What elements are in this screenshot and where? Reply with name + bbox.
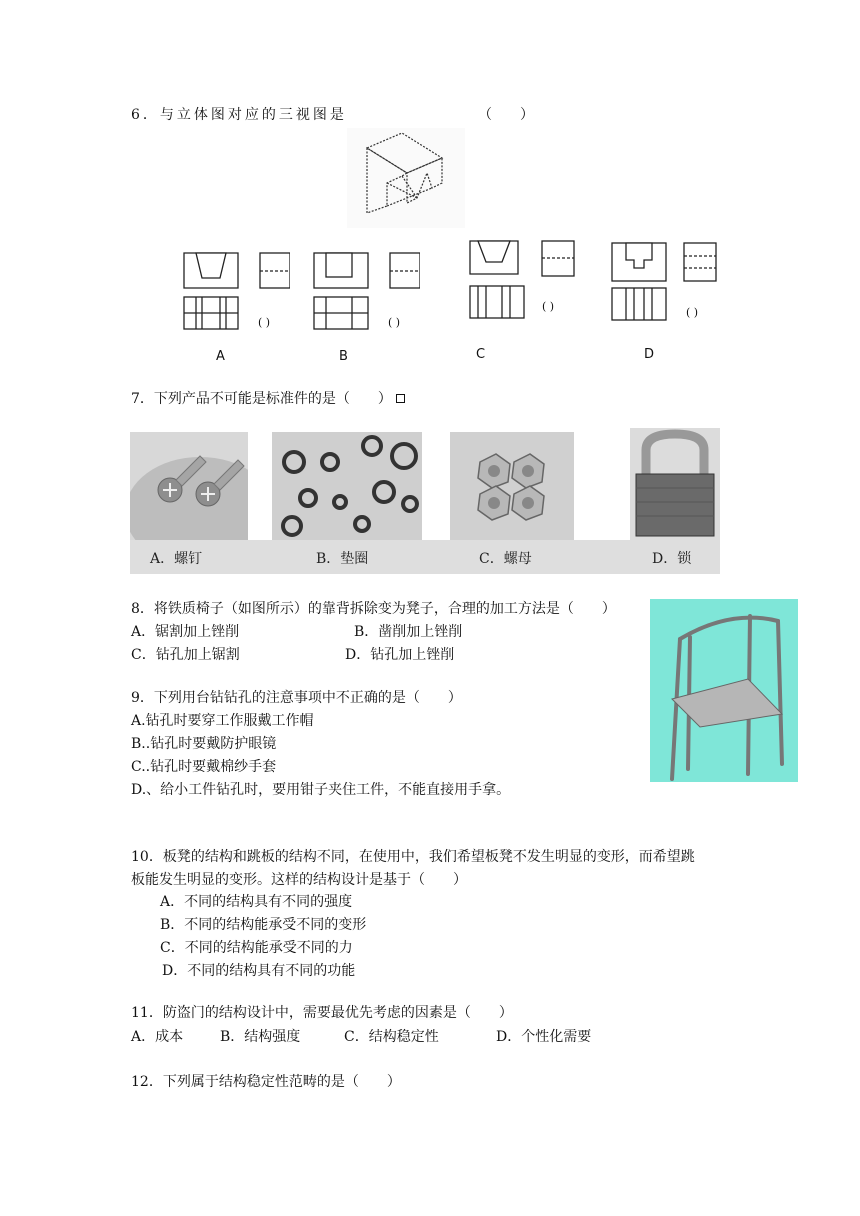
q6-option-b-mark: ( )	[388, 316, 401, 329]
q12-stem: 12．下列属于结构稳定性范畴的是（ ）	[131, 1074, 401, 1090]
screw-caption: A．螺钉	[150, 551, 203, 567]
lock-photo[interactable]	[630, 428, 720, 540]
q10-stem-line2: 板能发生明显的变形。这样的结构设计是基于（ ）	[131, 872, 467, 888]
q9-option-a[interactable]: A.钻孔时要穿工作服戴工作帽	[131, 713, 314, 729]
q6-option-c-label: C	[476, 347, 486, 362]
washer-photo[interactable]	[272, 432, 422, 540]
q6-stem: 6．与立体图对应的三视图是	[131, 107, 347, 123]
q9-option-b[interactable]: B..钻孔时要戴防护眼镜	[131, 736, 277, 752]
q10-option-b[interactable]: B．不同的结构能承受不同的变形	[160, 917, 367, 933]
q8-option-d[interactable]: D．钻孔加上锉削	[345, 647, 455, 663]
q6-solid-figure	[347, 128, 465, 228]
washer-caption: B．垫圈	[316, 551, 369, 567]
q8-option-a[interactable]: A．锯割加上锉削	[131, 624, 240, 640]
checkbox-icon	[396, 394, 405, 403]
q11-option-d[interactable]: D．个性化需要	[496, 1029, 592, 1045]
nut-photo[interactable]	[450, 432, 574, 540]
q9-stem: 9．下列用台钻钻孔的注意事项中不正确的是（ ）	[131, 690, 462, 706]
q11-option-a[interactable]: A．成本	[131, 1029, 184, 1045]
chair-figure	[650, 599, 798, 782]
q10-option-a[interactable]: A．不同的结构具有不同的强度	[160, 894, 353, 910]
q8-stem: 8．将铁质椅子（如图所示）的靠背拆除变为凳子，合理的加工方法是（ ）	[131, 601, 616, 617]
q8-option-c[interactable]: C．钻孔加上锯割	[131, 647, 240, 663]
nut-caption: C．螺母	[479, 551, 532, 567]
q6-option-c-views[interactable]	[466, 238, 578, 322]
q7-stem-text: 7．下列产品不可能是标准件的是（ ）	[131, 391, 392, 407]
q10-option-d[interactable]: D．不同的结构具有不同的功能	[162, 963, 356, 979]
q11-option-c[interactable]: C．结构稳定性	[344, 1029, 439, 1045]
q10-stem-line1: 10．板凳的结构和跳板的结构不同，在使用中，我们希望板凳不发生明显的变形，而希望跳	[131, 849, 695, 865]
lock-caption: D．锁	[652, 551, 692, 567]
q9-option-c[interactable]: C..钻孔时要戴棉纱手套	[131, 759, 277, 775]
q6-option-d-label: D	[644, 347, 655, 362]
q6-option-b-views[interactable]	[310, 250, 420, 334]
q9-option-d[interactable]: D.、给小工件钻孔时，要用钳子夹住工件，不能直接用手拿。	[131, 782, 511, 798]
caption-strip	[130, 540, 720, 574]
q10-option-c[interactable]: C．不同的结构能承受不同的力	[160, 940, 353, 956]
q6-option-c-mark: ( )	[542, 300, 555, 313]
q6-answer-paren: （ ）	[478, 107, 534, 123]
q6-option-d-mark: ( )	[686, 306, 699, 319]
q11-option-b[interactable]: B．结构强度	[220, 1029, 301, 1045]
q11-stem: 11．防盗门的结构设计中，需要最优先考虑的因素是（ ）	[131, 1005, 513, 1021]
q6-option-a-views[interactable]	[180, 250, 290, 334]
screw-photo[interactable]	[130, 432, 248, 540]
q6-option-d-views[interactable]	[608, 240, 720, 324]
q7-stem	[131, 390, 405, 408]
q8-option-b[interactable]: B．凿削加上锉削	[354, 624, 463, 640]
q6-option-a-mark: ( )	[258, 316, 271, 329]
q6-option-a-label: A	[216, 349, 225, 364]
q6-option-b-label: B	[339, 349, 348, 364]
